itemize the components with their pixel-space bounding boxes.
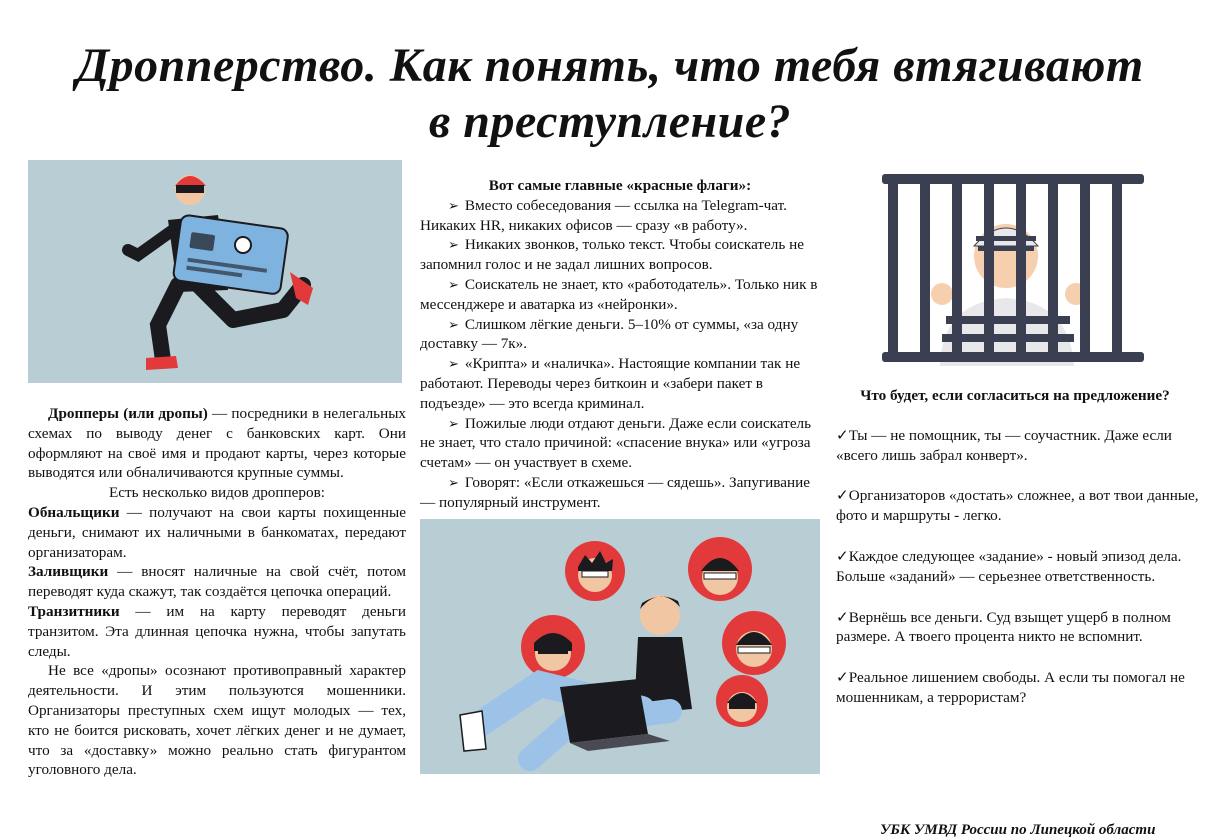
closing-paragraph: Не все «дропы» осознают противоправный характер деятельности. И этим пользуются мошенники. Организаторы преступных схем ищут молодых — тех, кто не боится рисковать, хочет лёгких денег и не думает, что за «доставку» можно реально стать фигурантом уголовного дела. [28,662,406,779]
arrow-bullet-icon: ➢ [448,474,459,490]
arrow-bullet-icon: ➢ [448,356,459,372]
runner-with-card-illustration [28,160,402,383]
left-column [28,160,406,780]
kind-item [28,503,406,562]
arrow-bullet-icon: ➢ [448,415,459,431]
consequence-item: ✓Вернёшь все деньги. Суд взыщет ущерб в полном размере. А твоего процента никто не вспомнит. [836,608,1171,646]
kind-term: Обнальщики [28,503,120,521]
intro-text: — посредники в нелегальных схемах по выводу денег с банковских карт. Они оформляют на своё имя и продают карты, через которые выводятся или обналичиваются крупные суммы. [28,405,406,482]
red-flag-item: ➢ «Крипта» и «наличка». Настоящие компании так не работают. Переводы через биткоин и «забери пакет в подъезде» — это всегда криминал. [420,355,801,412]
scammer-faces-icon [420,519,820,774]
kind-text: — вносят наличные на свой счёт, потом переводят куда скажут, так создаётся цепочка операций. [28,563,406,601]
red-flag-item: ➢ Соискатель не знает, кто «работодатель». Только ник в мессенджере и аватарка из «нейронки». [420,275,818,313]
red-flags-heading: Вот самые главные «красные флаги»: [488,177,752,194]
red-flag-item: ➢ Говорят: «Если откажешься — сядешь». Запугивание — популярный инструмент. [420,473,810,511]
consequences-heading: Что будет, если согласиться на предложение? [860,387,1170,404]
consequence-item: ✓Каждое следующее «задание» - новый эпизод дела. Больше «заданий» — серьезнее ответственность. [836,547,1182,585]
page-title [0,38,1220,150]
right-column [836,170,1201,708]
kind-item [28,602,406,661]
red-flag-item: ➢ Слишком лёгкие деньги. 5–10% от суммы, «за одну доставку — 7к». [420,315,799,353]
jail-bars-icon [882,170,1144,366]
consequence-item: ✓Реальное лишением свободы. А если ты помогал не мошенникам, а террористам? [836,669,1185,706]
author-signature: УБК УМВД России по Липецкой области [880,822,1156,838]
intro-paragraph [28,404,406,483]
arrow-bullet-icon: ➢ [448,276,459,292]
consequences-list [836,426,1201,708]
kind-text: — им на карту переводят деньги транзитом. Эта длинная цепочка нужна, чтобы запутать следы. [28,602,406,660]
consequence-item: ✓Организаторов «достать» сложнее, а вот твои данные, фото и маршруты - легко. [836,487,1199,525]
title-line-2: в преступление? [428,95,792,148]
red-flag-item: ➢ Вместо собеседования — ссылка на Telegram-чат. Никаких HR, никаких офисов — сразу «в работу». [420,196,787,234]
kind-term: Заливщики [28,563,109,581]
intro-term: Дропперы (или дропы) [48,405,208,422]
check-mark-icon: ✓ [836,487,849,505]
consequence-item: ✓Ты — не помощник, ты — соучастник. Даже если «всего лишь забрал конверт». [836,426,1172,464]
title-line-1: Дропперство. Как понять, что тебя втягивают [76,39,1144,92]
kind-term: Транзитники [28,602,120,620]
red-flag-item: ➢ Пожилые люди отдают деньги. Даже если соискатель не знает, что стало причиной: «спасение внука» или «угроза счетам» — он участвует в схеме. [420,414,812,472]
check-mark-icon: ✓ [836,547,849,565]
middle-column [420,176,820,774]
arrow-bullet-icon: ➢ [448,197,459,213]
arrow-bullet-icon: ➢ [448,237,459,253]
prisoner-behind-bars-illustration [882,170,1144,366]
kind-item [28,562,406,602]
anxious-man-with-laptop-illustration [420,519,820,774]
arrow-bullet-icon: ➢ [448,316,459,332]
red-flag-item: ➢ Никаких звонков, только текст. Чтобы соискатель не запомнил голос и не задал лишних вопросов. [420,236,804,274]
kind-text: — получают на свои карты похищенные деньги, снимают их наличными в банкоматах, передают организаторам. [28,503,406,561]
kinds-heading: Есть несколько видов дропперов: [109,484,325,502]
check-mark-icon: ✓ [836,669,849,687]
check-mark-icon: ✓ [836,426,849,444]
thief-running-icon [28,160,402,383]
check-mark-icon: ✓ [836,608,849,626]
